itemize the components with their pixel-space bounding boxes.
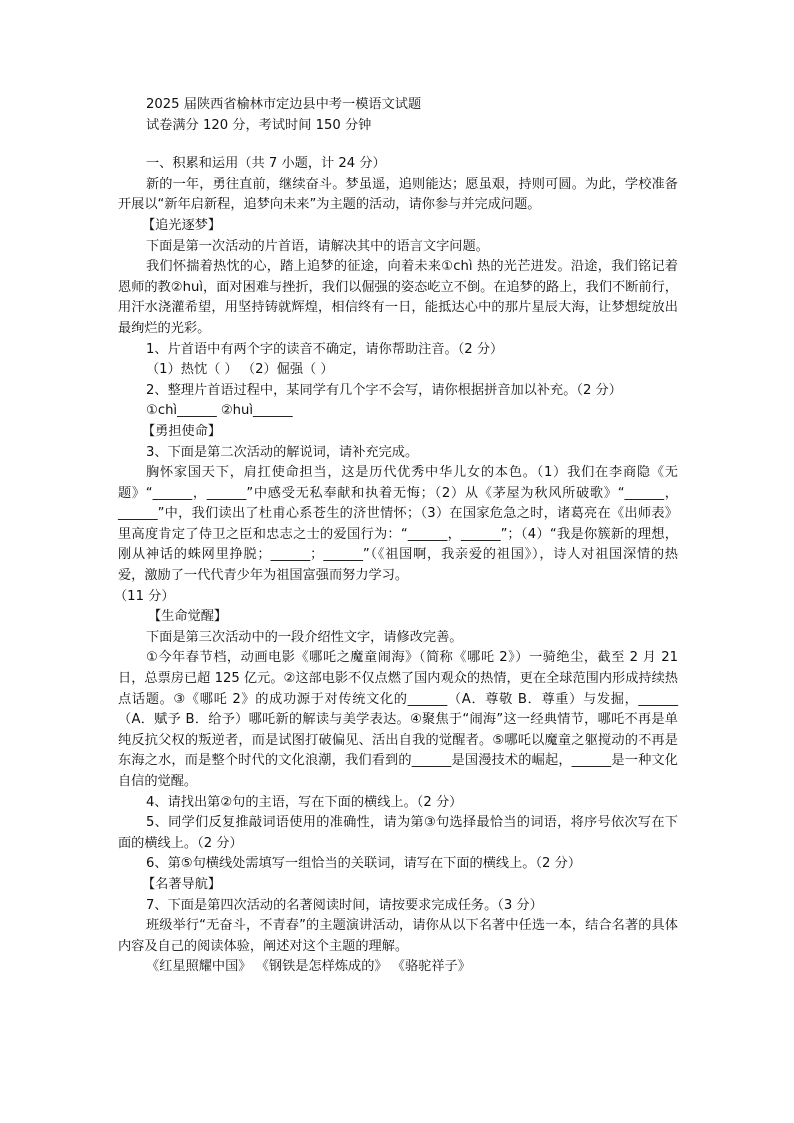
book-list: 《红星照耀中国》 《钢铁是怎样炼成的》 《骆驼祥子》: [146, 959, 471, 975]
question-7: 7、下面是第四次活动的名著阅读时间，请按要求完成任务。（3 分）: [146, 897, 543, 913]
question-1-blanks: （1）热忱（ ） （2）倔强（ ）: [146, 362, 334, 378]
part2-passage: 胸怀家国天下，肩扛使命担当，这是历代优秀中华儿女的本色。（1）我们在李商隐《无题》“______，______”中感受无私奉献和执着无悔；（2）从《茅屋为秋风所破歌》“______，______”中，我们读出了杜甫心系苍生的济世情怀；（3）在国家危急之时，诸葛亮在《出师表》里高度肯定了侍卫之臣和忠志之士的爱国行为：“______，______”；（4）“我是你簇新的理想，刚从神话的蛛网里挣脱；______；______”（《祖国啊，我亲爱的祖国》），诗人对祖国深情的热爱，激励了一代代青少年为祖国富强而努力学习。: [118, 465, 678, 584]
part4-passage: 班级举行“无奋斗，不青春”的主题演讲活动，请你从以下名著中任选一本，结合名著的具体内容及自己的阅读体验，阐述对这个主题的理解。: [118, 918, 678, 954]
part4-tag: 【名著导航】: [142, 876, 222, 892]
part1-tag: 【追光逐梦】: [142, 217, 222, 233]
exam-meta: 试卷满分 120 分，考试时间 150 分钟: [146, 117, 372, 133]
question-5: 5、同学们反复推敲词语使用的准确性，请为第③句选择最恰当的词语，将序号依次写在下面的横线上。（2 分）: [118, 815, 678, 851]
section-intro: 新的一年，勇往直前，继续奋斗。梦虽遥，追则能达；愿虽艰，持则可圆。为此，学校准备开展以“新年启新程，追梦向未来”为主题的活动，请你参与并完成问题。: [118, 176, 678, 213]
question-4: 4、请找出第②句的主语，写在下面的横线上。（2 分）: [146, 794, 463, 810]
part2-tag: 【勇担使命】: [142, 423, 222, 439]
question-6: 6、第⑤句横线处需填写一组恰当的关联词，请写在下面的横线上。（2 分）: [146, 856, 582, 872]
part1-passage: 我们怀揣着热忱的心，踏上追梦的征途，向着未来①chì 热的光芒进发。沿途，我们铭记着恩师的教②huì，面对困难与挫折，我们以倔强的姿态屹立不倒。在追梦的路上，我们不断前行，用汗水浇灌希望，用坚持铸就辉煌，相信终有一日，能抵达心中的那片星辰大海，让梦想绽放出最绚烂的光彩。: [118, 259, 678, 336]
part3-tag: 【生命觉醒】: [148, 609, 228, 625]
spacer: [118, 136, 678, 154]
exam-title: 2025 届陕西省榆林市定边县中考一模语文试题: [146, 97, 422, 112]
question-3: 3、下面是第二次活动的解说词，请补充完成。: [146, 444, 419, 460]
question-3-score: （11 分）: [114, 588, 175, 604]
section-heading: 一、积累和运用（共 7 小题，计 24 分）: [146, 156, 386, 172]
part3-passage: ①今年春节档，动画电影《哪吒之魔童闹海》（简称《哪吒 2》）一骑绝尘，截至 2 月 21 日，总票房已超 125 亿元。②这部电影不仅点燃了国内观众的热情，更在全球范围内形成持续热点话题。③《哪吒 2》的成功源于对传统文化的______（A．尊敬 B．尊重）与发掘，______（A．赋予 B．给予）哪吒新的解读与美学表达。④聚焦于“闹海”这一经典情节，哪吒不再是单纯反抗父权的叛逆者，而是试图打破偏见、活出自我的觉醒者。⑤哪吒以魔童之躯搅动的不再是东海之水，而是整个时代的文化浪潮，我们看到的______是国漫技术的崛起，______是一种文化自信的觉醒。: [118, 650, 678, 789]
question-2: 2、整理片首语过程中，某同学有几个字不会写，请你根据拼音加以补充。（2 分）: [146, 382, 622, 398]
part1-lead: 下面是第一次活动的片首语，请解决其中的语言文字问题。: [146, 238, 489, 254]
exam-page: [114, 95, 678, 978]
part3-lead: 下面是第三次活动中的一段介绍性文字，请修改完善。: [146, 629, 463, 645]
question-2-blanks: ①chì______ ②huì______: [146, 403, 293, 419]
question-1: 1、片首语中有两个字的读音不确定，请你帮助注音。（2 分）: [146, 341, 504, 357]
